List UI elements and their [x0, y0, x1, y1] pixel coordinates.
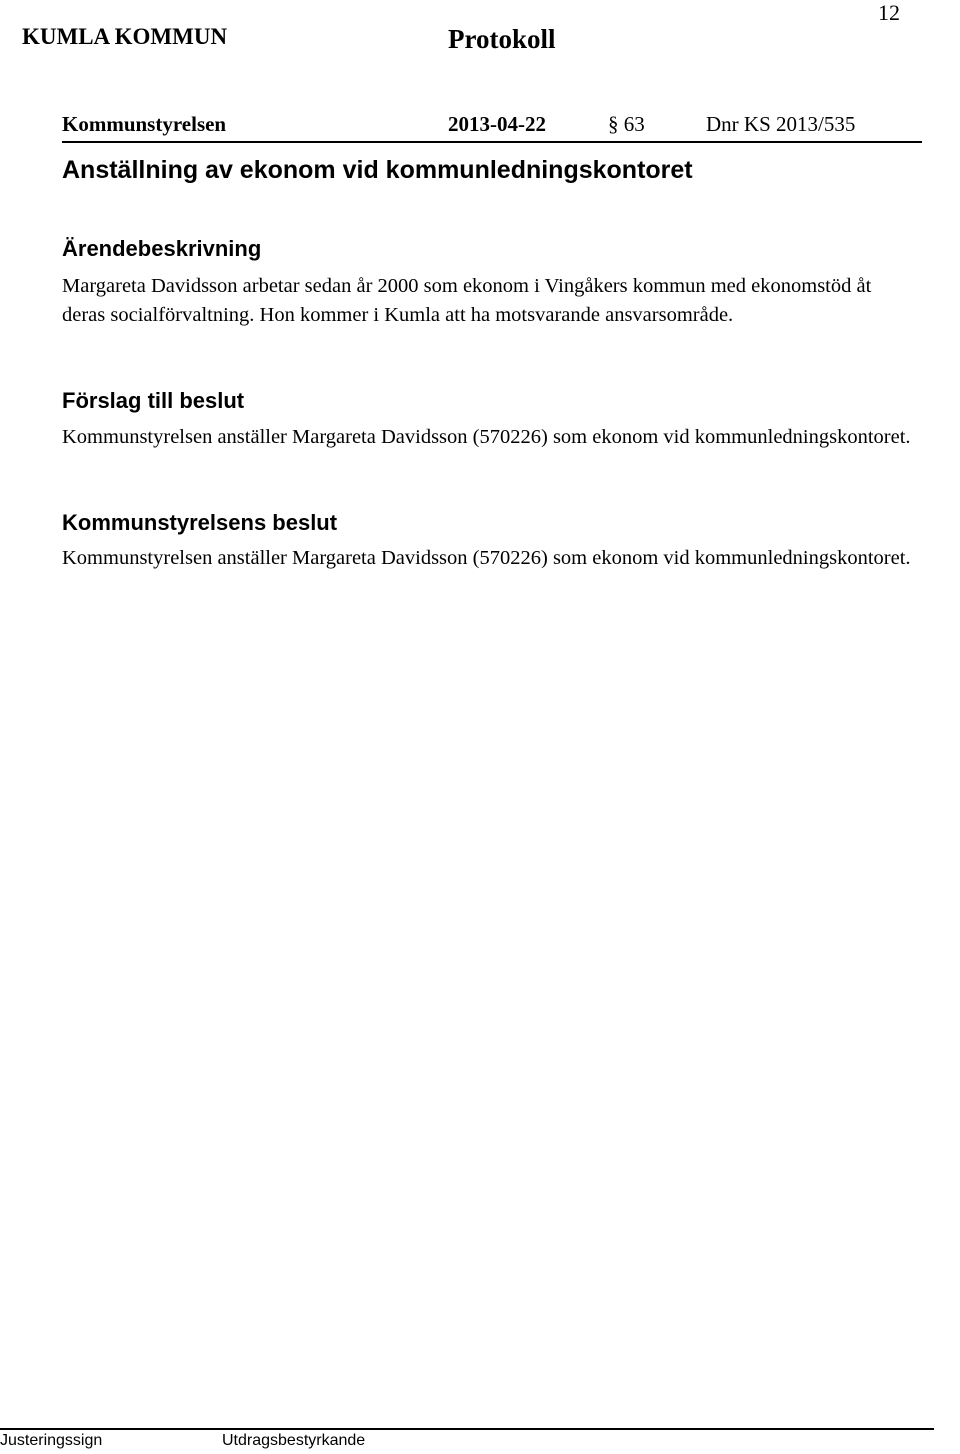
case-title: Anställning av ekonom vid kommunledningskontoret: [62, 156, 693, 184]
section-text-decision: Kommunstyrelsen anställer Margareta Davidsson (570226) som ekonom vid kommunledningskontoret.: [62, 547, 911, 569]
section-heading-proposal: Förslag till beslut: [62, 388, 245, 413]
footer-justeringssign: Justeringssign: [0, 1432, 103, 1449]
section-heading-description: Ärendebeskrivning: [62, 236, 262, 261]
meta-row: [62, 112, 922, 140]
section-text-proposal: Kommunstyrelsen anställer Margareta Davidsson (570226) som ekonom vid kommunledningskontoret.: [62, 426, 911, 448]
footer-utdragsbestyrkande: Utdragsbestyrkande: [222, 1432, 366, 1449]
page-number: 12: [878, 0, 900, 25]
organization-name: KUMLA KOMMUN: [22, 24, 228, 49]
meta-dnr: Dnr KS 2013/535: [706, 112, 856, 136]
footer-divider: [0, 1428, 934, 1430]
meta-body: Kommunstyrelsen: [62, 112, 227, 136]
section-heading-decision: Kommunstyrelsens beslut: [62, 510, 338, 535]
section-text-description: Margareta Davidsson arbetar sedan år 2000 som ekonom i Vingåkers kommun med ekonomstöd åt deras socialförvaltning. Hon kommer i Kumla att ha motsvarande ansvarsområde.: [62, 275, 872, 326]
meta-paragraph: § 63: [608, 112, 645, 136]
header-divider: [62, 141, 922, 143]
meta-date: 2013-04-22: [448, 112, 546, 136]
document-type: Protokoll: [448, 24, 556, 54]
